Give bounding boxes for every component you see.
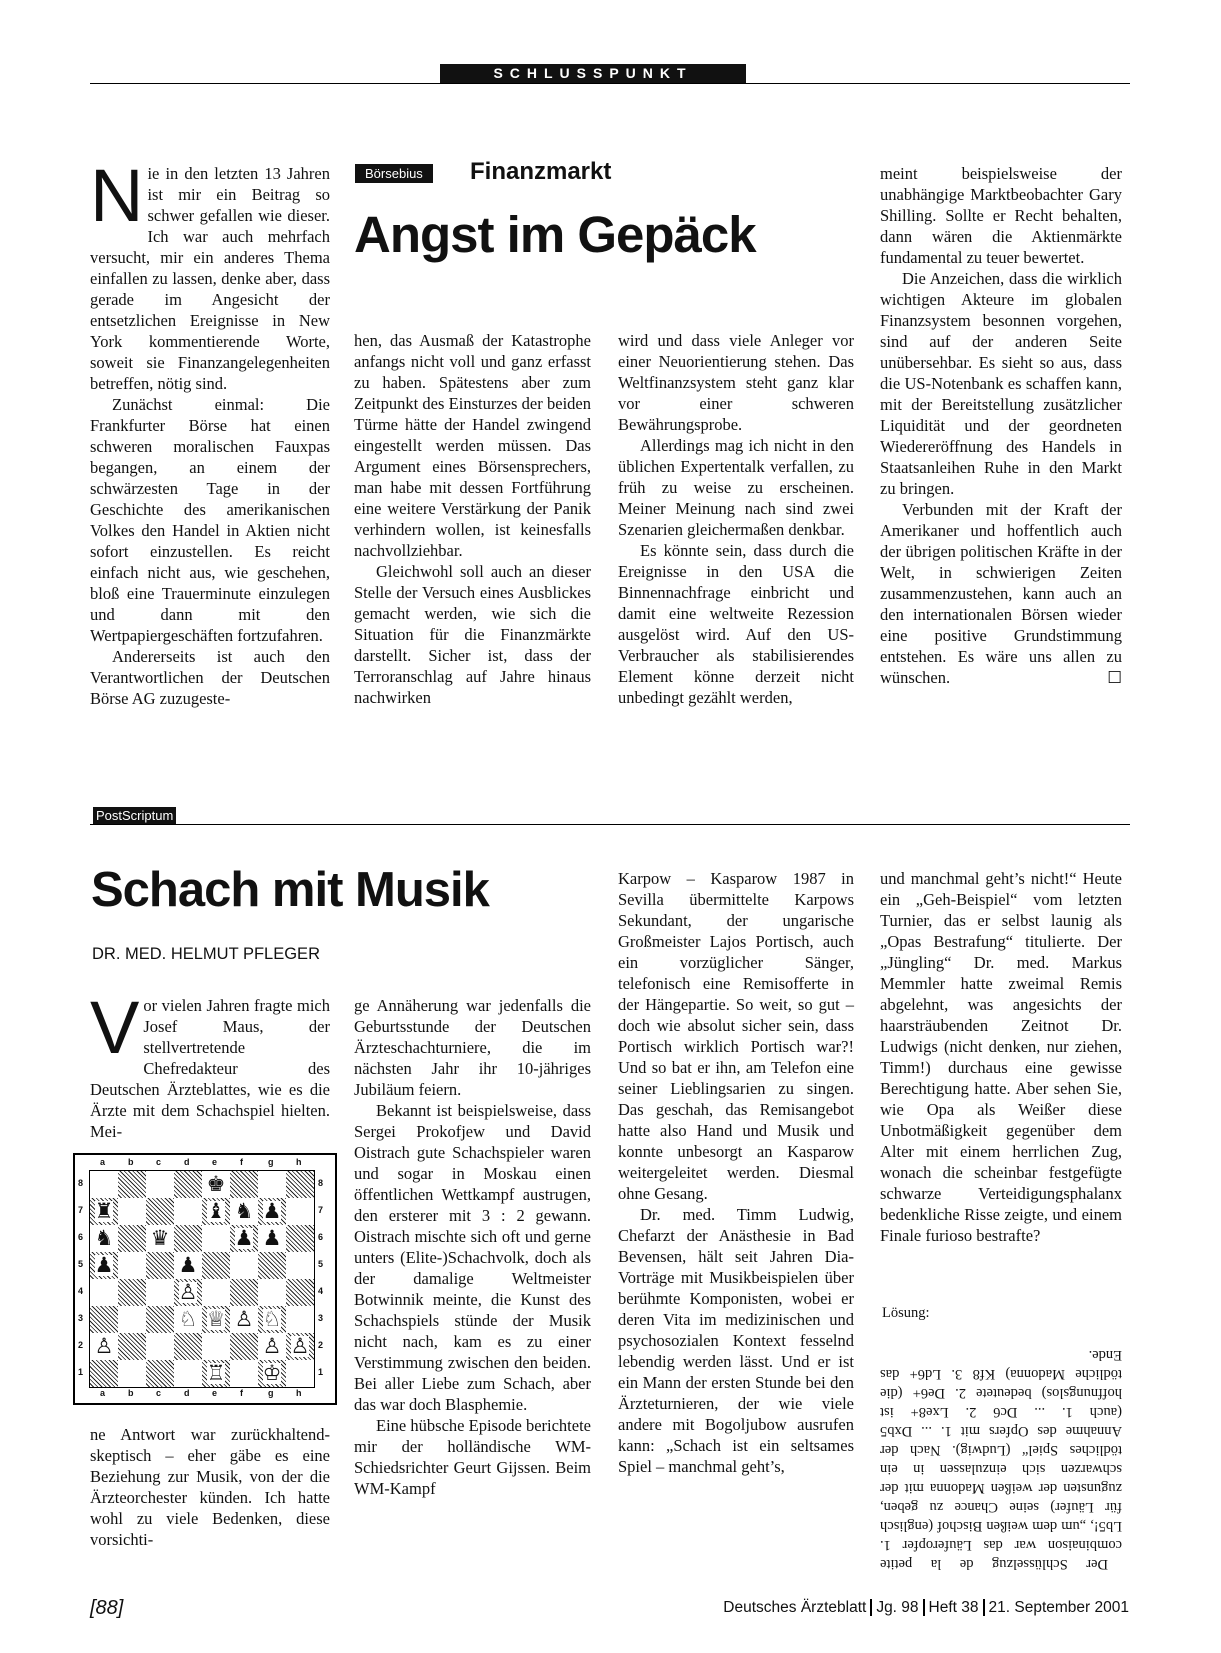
chess-piece: ♙	[290, 1334, 310, 1358]
board-square-h8	[286, 1171, 314, 1198]
board-square-g2	[258, 1333, 286, 1360]
board-square-a7	[90, 1198, 118, 1225]
file-label: c	[156, 1157, 162, 1167]
chess-piece: ♖	[206, 1361, 226, 1385]
article2-column-2	[354, 995, 591, 1499]
rank-label: 2	[78, 1340, 84, 1350]
board-square-f7	[230, 1198, 258, 1225]
rank-label: 7	[78, 1205, 84, 1215]
article1-column-2	[354, 330, 591, 708]
paragraph: und manchmal geht’s nicht!“ Heute ein „Geh-Beispiel“ vom letzten Turnier, das er selbst launig als „Opas Bestrafung“ titulierte. Der „Jüngling“ Dr. med. Markus Memmler hatte zweimal Remis abgelehnt, was angesichts der haarsträubenden Zeitnot Dr. Ludwigs (nicht denken, nur ziehen, Timm!) durchaus eine gewisse Berechtigung hatte. Aber sehen Sie, wie Opa als Weißer diese Unbotmäßigkeit gegenüber dem Alter mit einem herrlichen Zug, wonach die scheinbar festgefügte schwarze Verteidigungsphalanx bedenkliche Risse zeigte, und einem Finale furioso bestrafte?	[880, 869, 1122, 1245]
chess-piece: ♜	[94, 1199, 114, 1223]
rank-label: 6	[78, 1232, 84, 1242]
paragraph: meint beispielsweise der unabhängige Marktbeobachter Gary Shilling. Sollte er Recht behalten, dann wären die Aktienmärkte fundamental zu teuer bewertet.	[880, 164, 1122, 267]
paragraph: ge Annäherung war jedenfalls die Geburtsstunde der Deutschen Ärzteschachturniere, die im nächsten Jahr ihr 10-jähriges Jubiläum feiern.	[354, 996, 591, 1099]
board-square-e2	[202, 1333, 230, 1360]
article2-column-1-top	[90, 986, 330, 1142]
issue: Heft 38	[928, 1599, 979, 1616]
board-square-e7	[202, 1198, 230, 1225]
board-square-f2	[230, 1333, 258, 1360]
solution-text-upside-down	[880, 1325, 1122, 1573]
rank-label: 5	[78, 1259, 84, 1269]
board-square-f4	[230, 1279, 258, 1306]
board-square-e5	[202, 1252, 230, 1279]
board-square-c7	[146, 1198, 174, 1225]
paragraph-text: Verbunden mit der Kraft der Amerikaner und hoffentlich auch der übrigen politischen Kräfte in der Welt, in schwierigen Zeiten zusammenzustehen, kann auch an den internationalen Börsen wieder eine positive Grundstimmung entstehen. Es wäre uns allen zu wünschen.	[880, 500, 1122, 687]
file-label: a	[100, 1388, 106, 1398]
rank-label: 2	[318, 1340, 324, 1350]
chess-piece: ♞	[234, 1199, 254, 1223]
board-square-a3	[90, 1306, 118, 1333]
paragraph: ne Antwort war zurückhaltend-skeptisch – eher gäbe es eine Beziehung zur Musik, von der die Ärzteorchester künden. Ich hatte wohl zu viele Bedenken, diese vorsichti-	[90, 1425, 330, 1549]
board-square-c1	[146, 1360, 174, 1387]
board-square-e1	[202, 1360, 230, 1387]
rank-label: 4	[78, 1286, 84, 1296]
paragraph: Allerdings mag ich nicht in den üblichen Expertentalk verfallen, zu früh zu weise zu erscheinen. Meiner Meinung nach sind zwei Szenarien gleichermaßen denkbar.	[618, 436, 854, 539]
article-title: Schach mit Musik	[91, 863, 489, 917]
board-square-f3	[230, 1306, 258, 1333]
board-square-b1	[118, 1360, 146, 1387]
board-square-b2	[118, 1333, 146, 1360]
board-square-c6	[146, 1225, 174, 1252]
paragraph: Andererseits ist auch den Verantwortlichen der Deutschen Börse AG zuzugeste-	[90, 647, 330, 708]
board-square-c5	[146, 1252, 174, 1279]
chess-piece: ♙	[234, 1307, 254, 1331]
section-rule	[90, 824, 1130, 825]
board-square-d5	[174, 1252, 202, 1279]
board-square-g1	[258, 1360, 286, 1387]
file-label: d	[184, 1388, 190, 1398]
file-label: f	[240, 1157, 243, 1167]
rank-label: 7	[318, 1205, 324, 1215]
board-square-c2	[146, 1333, 174, 1360]
volume: Jg. 98	[876, 1599, 919, 1616]
solution-label: Lösung:	[882, 1305, 930, 1321]
rank-label: 4	[318, 1286, 324, 1296]
chess-piece: ♝	[206, 1199, 226, 1223]
board-square-g7	[258, 1198, 286, 1225]
dropcap: N	[90, 154, 144, 237]
byline: DR. MED. HELMUT PFLEGER	[92, 945, 320, 963]
chess-piece: ♟	[234, 1226, 254, 1250]
board-square-h7	[286, 1198, 314, 1225]
article1-column-3	[618, 330, 854, 708]
board-square-f8	[230, 1171, 258, 1198]
paragraph	[880, 499, 1122, 688]
paragraph: or vielen Jahren fragte mich Josef Maus, der stellvertretende Chefredakteur des Deutschen Ärzteblattes, wie es die Ärzte mit dem Schachspiel hielten. Mei-	[90, 996, 330, 1141]
chess-piece: ♚	[206, 1172, 226, 1196]
chess-piece: ♙	[178, 1280, 198, 1304]
board-square-h1	[286, 1360, 314, 1387]
board-square-f1	[230, 1360, 258, 1387]
board-square-c4	[146, 1279, 174, 1306]
chess-diagram	[73, 1153, 337, 1405]
paragraph: Gleichwohl soll auch an dieser Stelle der Versuch eines Ausblickes gemacht werden, wie sich die Situation für die Finanzmärkte darstellt. Sicher ist, dass der Terroranschlag auf Jahre hinaus nachwirken	[354, 562, 591, 707]
rank-label: 6	[318, 1232, 324, 1242]
rank-label: 1	[78, 1367, 84, 1377]
board-square-d7	[174, 1198, 202, 1225]
chess-piece: ♙	[262, 1334, 282, 1358]
end-mark: ☐	[1107, 668, 1122, 687]
section-tag: Börsebius	[355, 164, 433, 183]
article-title: Angst im Gepäck	[354, 206, 756, 263]
paragraph: Dr. med. Timm Ludwig, Chefarzt der Anästhesie in Bad Bevensen, hält seit Jahren Dia-Vorträge mit Musikbeispielen über berühmte Komponisten, wobei er deren Vita im medizinischen und psychosozialen Kontext fesselnd lebendig werden lässt. Und er ist ein Mann der ersten Stunde bei den Ärzteturnieren, der wie viele andere mit Bogoljubow ausrufen kann: „Schach ist ein seltsames Spiel – manchmal geht’s,	[618, 1205, 854, 1476]
rank-label: 8	[78, 1178, 84, 1188]
rank-label: 8	[318, 1178, 324, 1188]
board-square-h2	[286, 1333, 314, 1360]
file-label: d	[184, 1157, 190, 1167]
board-square-d6	[174, 1225, 202, 1252]
issue-date: 21. September 2001	[988, 1599, 1129, 1616]
board-square-a5	[90, 1252, 118, 1279]
chess-piece: ♟	[178, 1253, 198, 1277]
board-square-a1	[90, 1360, 118, 1387]
board-square-d8	[174, 1171, 202, 1198]
header-rule	[90, 83, 1130, 84]
board-square-b8	[118, 1171, 146, 1198]
article2-column-4	[880, 868, 1122, 1246]
rank-label: 5	[318, 1259, 324, 1269]
board-square-h4	[286, 1279, 314, 1306]
board-square-b7	[118, 1198, 146, 1225]
board-square-f5	[230, 1252, 258, 1279]
board-square-a8	[90, 1171, 118, 1198]
chess-piece: ♘	[262, 1307, 282, 1331]
article2-column-3	[618, 868, 854, 1477]
chess-piece: ♙	[94, 1334, 114, 1358]
section-tag: PostScriptum	[93, 807, 176, 824]
paragraph: hen, das Ausmaß der Katastrophe anfangs nicht voll und ganz erfasst zu haben. Spätestens aber zum Zeitpunkt des Einsturzes der beiden Türme hätte der Handel zwingend eingestellt werden müssen. Das Argument eines Börsensprechers, man habe mit dessen Fortführung eine weitere Verstärkung der Panik verhindern wollen, ist keinesfalls nachvollziehbar.	[354, 331, 591, 560]
chess-piece: ♘	[178, 1307, 198, 1331]
rank-label: 3	[318, 1313, 324, 1323]
chess-board	[89, 1170, 315, 1388]
rank-label: 1	[318, 1367, 324, 1377]
file-label: c	[156, 1388, 162, 1398]
chess-piece: ♟	[262, 1199, 282, 1223]
paragraph: ie in den letzten 13 Jahren ist mir ein Beitrag so schwer gefallen wie dieser. Ich war auch mehrfach versucht, mir ein anderes Thema einfallen zu lassen, denke aber, dass gerade im Angesicht der entsetzlichen Ereignisse in New York kommentierende Worte, soweit sie Finanzangelegenheiten betreffen, nötig sind.	[90, 164, 330, 393]
chess-piece: ♛	[150, 1226, 170, 1250]
publication-name: Deutsches Ärzteblatt	[723, 1599, 867, 1616]
board-square-a2	[90, 1333, 118, 1360]
board-square-e6	[202, 1225, 230, 1252]
paragraph: Es könnte sein, dass durch die Ereignisse in den USA die Binnennachfrage einbricht und damit eine weltweite Rezession ausgelöst wird. Auf den US-Verbraucher als stabilisierendes Element könne derzeit nicht unbedingt gezählt werden,	[618, 541, 854, 707]
board-square-h5	[286, 1252, 314, 1279]
file-label: f	[240, 1388, 243, 1398]
board-square-g3	[258, 1306, 286, 1333]
board-square-d2	[174, 1333, 202, 1360]
board-square-h3	[286, 1306, 314, 1333]
paragraph: wird und dass viele Anleger vor einer Neuorientierung stehen. Das Weltfinanzsystem steht ganz klar vor einer schweren Bewährungsprobe.	[618, 331, 854, 434]
board-square-g5	[258, 1252, 286, 1279]
paragraph: Der Schlüsselzug de la petite combinaison war das Läuferopfer 1. Lb5!, „um dem weißen Bischof (englisch für Läufer) seine Chance zu geben, zugunsten der weißen Madonna mit der schwarzen sich einzulassen in ein tödliches Spiel“ (Ludwig). Nach der Annahme des Opfers mit 1. ... Dxb5 (auch 1. ... Dc6 2. Lxe8+ ist hoffnungslos) bedeutete 2. De6+ (die tödliche Madonna) Kf8 3. Ld6+ das Ende.	[880, 1347, 1122, 1572]
file-label: h	[296, 1388, 302, 1398]
board-square-b6	[118, 1225, 146, 1252]
file-label: b	[128, 1157, 134, 1167]
dropcap: V	[90, 986, 140, 1069]
board-square-e3	[202, 1306, 230, 1333]
article1-column-4	[880, 163, 1122, 688]
board-square-g4	[258, 1279, 286, 1306]
board-square-g6	[258, 1225, 286, 1252]
file-label: e	[212, 1388, 218, 1398]
board-square-d4	[174, 1279, 202, 1306]
chess-piece: ♞	[94, 1226, 114, 1250]
file-label: h	[296, 1157, 302, 1167]
paragraph: Eine hübsche Episode berichtete mir der holländische WM-Schiedsrichter Geurt Gijssen. Beim WM-Kampf	[354, 1416, 591, 1498]
board-square-c3	[146, 1306, 174, 1333]
chess-piece: ♕	[206, 1307, 226, 1331]
board-square-e4	[202, 1279, 230, 1306]
file-label: g	[268, 1157, 274, 1167]
paragraph: Bekannt ist beispielsweise, dass Sergei Prokofjew und David Oistrach gute Schachspieler waren und sogar in Moskau einen öffentlichen Wettkampf austrugen, den ersterer mit 3 : 2 gewann. Oistrach mischte sich oft und gerne unters (Elite-)Schachvolk, doch als der damalige Weltmeister Botwinnik meinte, die Kunst des Schachspiels stünde der Musik nicht nach, kam es zu einer Verstimmung zwischen den beiden. Bei aller Liebe zum Schach, aber das war doch Blasphemie.	[354, 1101, 591, 1414]
file-label: b	[128, 1388, 134, 1398]
section-kicker: SCHLUSSPUNKT	[440, 64, 746, 83]
board-square-d3	[174, 1306, 202, 1333]
board-square-b3	[118, 1306, 146, 1333]
board-square-c8	[146, 1171, 174, 1198]
board-square-e8	[202, 1171, 230, 1198]
board-square-f6	[230, 1225, 258, 1252]
article2-column-1-bottom	[90, 1424, 330, 1550]
paragraph: Zunächst einmal: Die Frankfurter Börse hat einen schweren moralischen Fauxpas begangen, an einem der schwärzesten Tage in der Geschichte des amerikanischen Volkes den Handel in Aktien nicht sofort einzustellen. Es reicht einfach nicht aus, wie geschehen, bloß eine Trauerminute einzulegen und dann mit den Wertpapiergeschäften fortzufahren.	[90, 395, 330, 645]
article1-column-1	[90, 154, 330, 709]
paragraph: Die Anzeichen, dass die wirklich wichtigen Akteure im globalen Finanzsystem besonnen vorgehen, sind auf der anderen Seite unübersehbar. Es sieht so aus, dass die US-Notenbank es schaffen kann, mit der Bereitstellung zusätzlicher Liquidität und der geordneten Wiedereröffnung des Handels in Staatsanleihen Ruhe in den Markt zu bringen.	[880, 269, 1122, 498]
chess-piece: ♟	[94, 1253, 114, 1277]
file-label: g	[268, 1388, 274, 1398]
board-square-d1	[174, 1360, 202, 1387]
board-square-b4	[118, 1279, 146, 1306]
board-square-a4	[90, 1279, 118, 1306]
rank-label: 3	[78, 1313, 84, 1323]
chess-piece: ♔	[262, 1361, 282, 1385]
board-square-g8	[258, 1171, 286, 1198]
board-square-a6	[90, 1225, 118, 1252]
paragraph: Karpow – Kasparow 1987 in Sevilla übermittelte Karpows Sekundant, der ungarische Großmeister Lajos Portisch, auch ein vorzüglicher Sänger, telefonisch eine Remisofferte in der Hängepartie. So weit, so gut – doch wie absolut sicher sein, dass Portisch wirklich Portisch war?! Und so bat er ihn, am Telefon eine seiner Lieblingsarien zu singen. Das geschah, das Remisangebot hatte also Hand und Musik und konnte unbesorgt an Kasparow weitergeleitet werden. Diesmal ohne Gesang.	[618, 869, 854, 1203]
board-square-b5	[118, 1252, 146, 1279]
board-square-h6	[286, 1225, 314, 1252]
page-number: [88]	[90, 1597, 124, 1619]
footer-publication-info	[723, 1599, 1129, 1617]
file-label: e	[212, 1157, 218, 1167]
file-label: a	[100, 1157, 106, 1167]
article-overline: Finanzmarkt	[470, 158, 612, 185]
chess-piece: ♟	[262, 1226, 282, 1250]
